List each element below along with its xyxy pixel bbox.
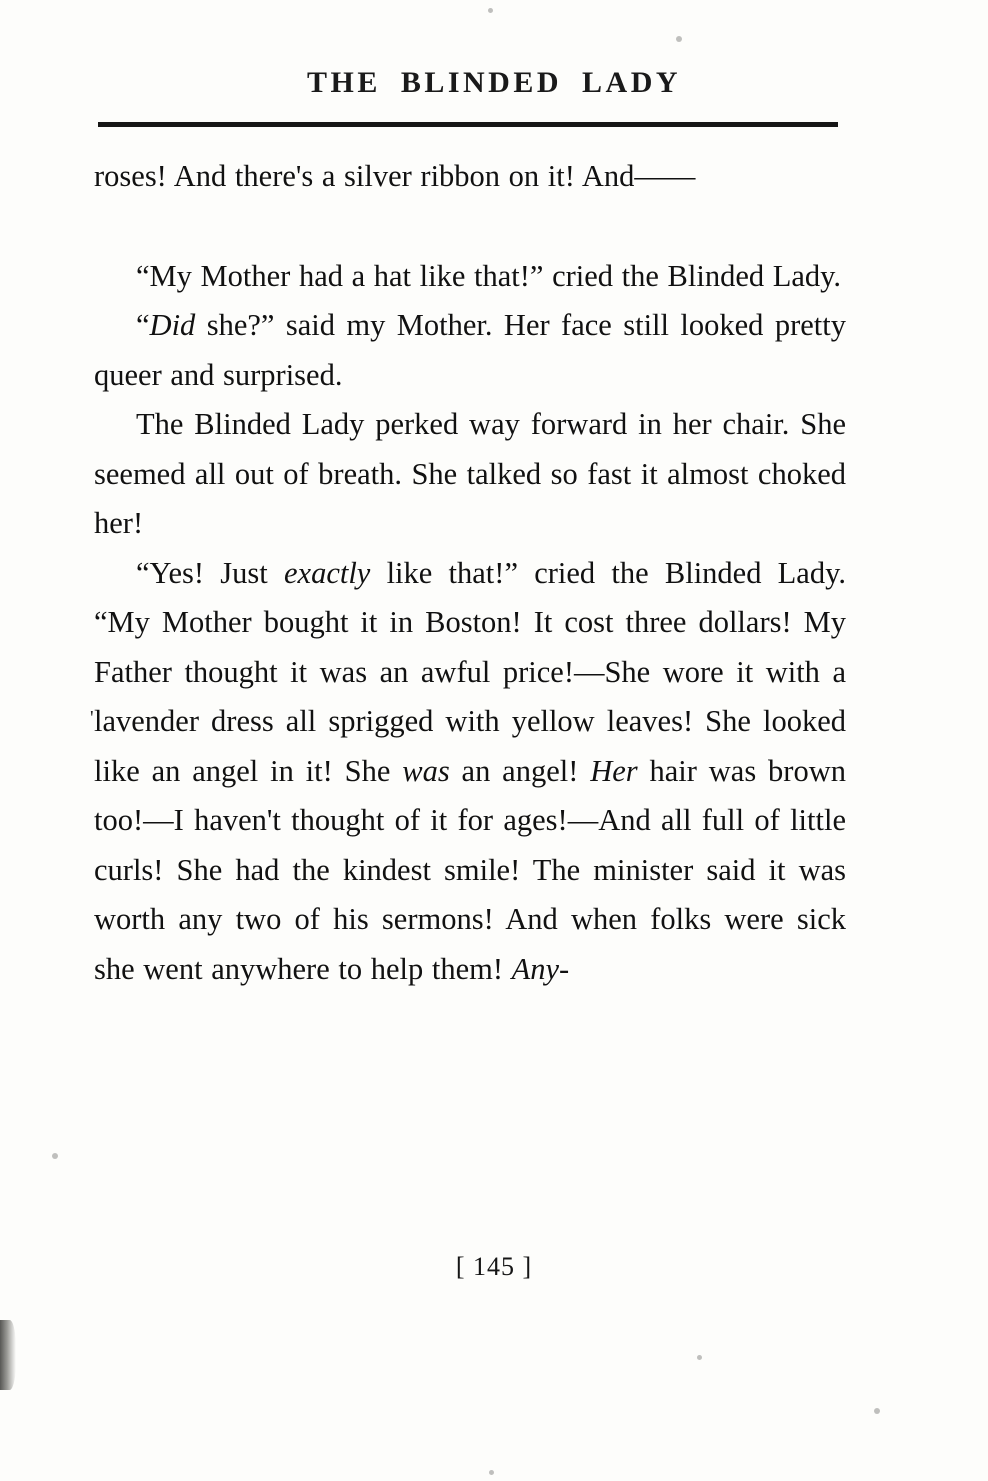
paragraph-just-exactly (94, 549, 846, 995)
scan-speck (489, 1470, 494, 1475)
stray-ink-mark: ' (90, 707, 94, 729)
running-head: THE BLINDED LADY (306, 66, 682, 99)
paragraph-perked-forward: The Blinded Lady perked way forward in her chair. She seemed all out of breath. She talked so fast it almost choked her! (94, 407, 846, 540)
scan-speck (52, 1153, 58, 1159)
seg-4: an angel! (449, 753, 591, 788)
emphasis-was: was (402, 753, 450, 788)
seg-0: “Yes! Just (136, 555, 284, 590)
scan-speck (874, 1408, 880, 1414)
scan-speck (697, 1355, 702, 1360)
emphasis-her: Her (590, 753, 638, 788)
paragraph-did-she-rest: she?” said my Mother. Her face still looked pretty queer and surprised. (94, 308, 846, 392)
paragraph-catchline: roses! And there's a silver ribbon on it! And—— (94, 159, 696, 193)
body-text-column (94, 152, 846, 994)
paragraph-hat-like-that: “My Mother had a hat like that!” cried the Blinded Lady. (136, 258, 842, 293)
seg-6: hair was brown too!—I haven't thought of it for ages!—And all full of little curls! She had the kindest smile! The minister said it was worth any two of his sermons! And when folks were sick she went anywhere to help them! (94, 753, 846, 986)
paragraph-did-she (94, 301, 846, 400)
seg-2: like that!” cried the Blinded Lady. “My Mother bought it in Boston! It cost three dollars! My Father thought it was an awful price!—She wore it with a lavender dress all sprigged with yellow leaves! She looked like an angel in it! She (94, 555, 846, 788)
header-rule (98, 122, 838, 127)
scan-speck (488, 8, 493, 13)
emphasis-did: Did (149, 308, 196, 342)
page-edge-smudge (0, 1320, 16, 1390)
page-number: [ 145 ] (455, 1252, 533, 1281)
emphasis-exactly: exactly (284, 555, 371, 590)
scan-speck (676, 36, 682, 42)
open-quote: “ (136, 308, 150, 342)
paragraph-spacer (94, 202, 846, 252)
emphasis-any-hyphen: Any- (511, 951, 570, 986)
